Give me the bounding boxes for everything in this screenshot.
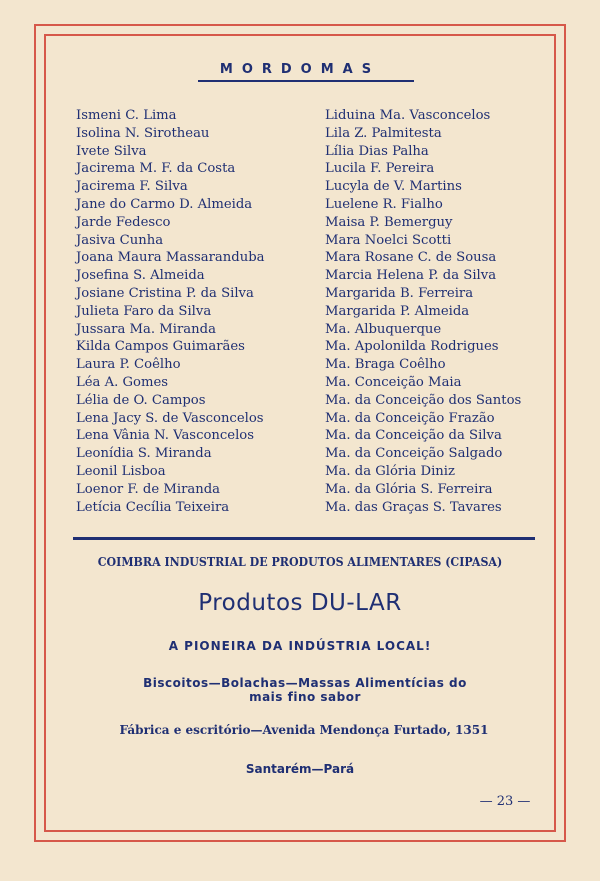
name-entry: Ismeni C. Lima <box>76 108 177 123</box>
ad-address: Fábrica e escritório—Avenida Mendonça Furtado, 1351 <box>119 723 489 737</box>
name-entry: Leonídia S. Miranda <box>76 446 212 462</box>
name-entry: Ivete Silva <box>76 143 147 159</box>
page-number: — 23 — <box>479 794 531 809</box>
section-divider <box>73 537 535 540</box>
name-entry: Mara Rosane C. de Sousa <box>325 250 497 266</box>
name-entry: Ma. da Conceição Salgado <box>325 446 503 462</box>
name-entry: Jarde Fedesco <box>76 214 171 230</box>
name-entry: Lucila F. Pereira <box>325 161 435 177</box>
ad-tagline: A PIONEIRA DA INDÚSTRIA LOCAL! <box>168 639 432 653</box>
name-entry: Loenor F. de Miranda <box>76 481 221 497</box>
name-entry: Lélia de O. Campos <box>76 392 206 408</box>
name-entry: Lila Z. Palmitesta <box>325 125 442 141</box>
name-entry: Liduina Ma. Vasconcelos <box>325 108 491 123</box>
name-entry: Jacirema M. F. da Costa <box>76 161 236 177</box>
names-list-right <box>325 107 521 516</box>
name-entry: Lena Vânia N. Vasconcelos <box>76 428 255 444</box>
name-entry: Ma. Apolonilda Rodrigues <box>325 339 499 355</box>
name-entry: Jane do Carmo D. Almeida <box>76 196 253 212</box>
advertiser-company: COIMBRA INDUSTRIAL DE PRODUTOS ALIMENTARES (CIPASA) <box>97 555 503 569</box>
section-title: MORDOMAS <box>219 62 381 77</box>
ad-products-line-1: Biscoitos—Bolachas—Massas Alimentícias do <box>143 676 467 690</box>
name-entry: Letícia Cecília Teixeira <box>76 499 230 515</box>
name-entry: Jacirema F. Silva <box>76 179 188 195</box>
name-entry: Leonil Lisboa <box>76 463 166 479</box>
name-entry: Ma. das Graças S. Tavares <box>325 499 502 515</box>
name-entry: Laura P. Coêlho <box>76 357 181 373</box>
name-entry: Ma. da Conceição Frazão <box>325 410 495 426</box>
name-entry: Isolina N. Sirotheau <box>76 125 210 141</box>
name-entry: Marcia Helena P. da Silva <box>325 268 497 284</box>
name-entry: Luelene R. Fialho <box>325 196 443 212</box>
name-entry: Jasiva Cunha <box>76 232 164 248</box>
name-entry: Joana Maura Massaranduba <box>76 250 265 266</box>
name-entry: Josiane Cristina P. da Silva <box>76 285 254 301</box>
name-entry: Ma. Conceição Maia <box>325 374 462 390</box>
names-list-left <box>76 107 265 516</box>
name-entry: Lucyla de V. Martins <box>325 179 462 195</box>
name-entry: Maisa P. Bemerguy <box>325 214 453 230</box>
name-entry: Ma. da Glória S. Ferreira <box>325 481 493 497</box>
name-entry: Julieta Faro da Silva <box>76 303 212 319</box>
ad-city: Santarém—Pará <box>245 762 355 776</box>
name-entry: Josefina S. Almeida <box>76 268 205 284</box>
ad-products-line-2: mais fino sabor <box>249 690 361 704</box>
name-entry: Lília Dias Palha <box>325 143 429 159</box>
name-entry: Kilda Campos Guimarães <box>76 339 245 355</box>
name-entry: Margarida P. Almeida <box>325 303 470 319</box>
name-entry: Ma. Braga Coêlho <box>325 357 446 373</box>
name-entry: Léa A. Gomes <box>76 374 169 390</box>
name-entry: Ma. da Conceição dos Santos <box>325 392 522 408</box>
title-underline <box>198 80 414 82</box>
name-entry: Margarida B. Ferreira <box>325 285 474 301</box>
name-entry: Ma. da Glória Diniz <box>325 463 455 479</box>
name-entry: Lena Jacy S. de Vasconcelos <box>76 410 264 426</box>
name-entry: Ma. Albuquerque <box>325 321 442 337</box>
name-entry: Ma. da Conceição da Silva <box>325 428 502 444</box>
name-entry: Mara Noelci Scotti <box>325 232 452 248</box>
advertised-brand: Produtos DU-LAR <box>198 590 402 616</box>
ad-products <box>100 676 510 704</box>
name-entry: Jussara Ma. Miranda <box>76 321 216 337</box>
